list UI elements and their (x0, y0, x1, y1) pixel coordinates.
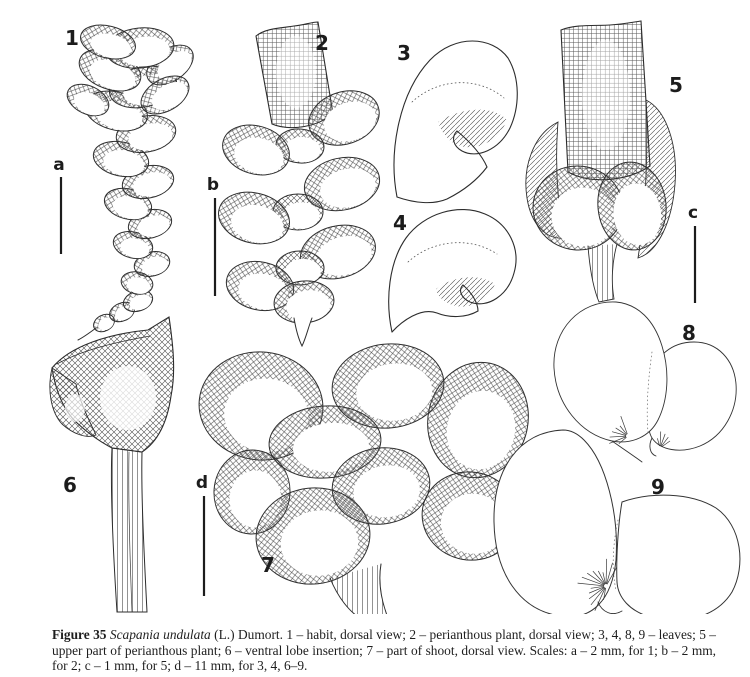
panel-5-perianth-top-drawing (526, 21, 676, 302)
caption-species: Scapania undulata (109, 627, 211, 643)
figure-caption (52, 627, 716, 673)
panel-number-2: 2 (315, 31, 329, 55)
panel-7-shoot-part-drawing (194, 338, 539, 614)
panel-number-3: 3 (397, 41, 411, 65)
panel-number-6: 6 (63, 473, 77, 497)
panel-6-ventral-lobe-drawing (50, 317, 174, 612)
panel-2-perianthous-plant-drawing (213, 22, 386, 346)
panel-number-7: 7 (261, 553, 275, 577)
panel-9-leaf-drawing (494, 430, 740, 614)
scale-label-b: b (206, 175, 220, 195)
scale-label-a: a (53, 155, 65, 175)
panel-number-4: 4 (393, 211, 407, 235)
scale-label-c: c (687, 203, 699, 223)
caption-figure-label: Figure 35 (52, 627, 107, 643)
panel-number-9: 9 (651, 475, 665, 499)
panel-4-leaf-drawing (389, 210, 516, 332)
caption-body: (L.) Dumort. 1 – habit, dorsal view; 2 – perianthous plant, dorsal view; 3, 4, 8, 9 – leaves; 5 – upper part of perianthous plant; 6 – ventral lobe insertion; 7 – part of shoot, dorsal view. Scales: a – 2 mm, for 1; b – 2 mm, for 2; c – 1 mm, for 5; d – 11 mm, for 3, 4, 6–9. (52, 627, 716, 674)
panel-3-leaf-drawing (394, 41, 517, 203)
panel-number-5: 5 (669, 73, 683, 97)
panel-1-habit-drawing (62, 20, 200, 340)
panel-number-8: 8 (682, 321, 696, 345)
scale-label-d: d (195, 473, 209, 493)
panel-number-1: 1 (65, 26, 79, 50)
